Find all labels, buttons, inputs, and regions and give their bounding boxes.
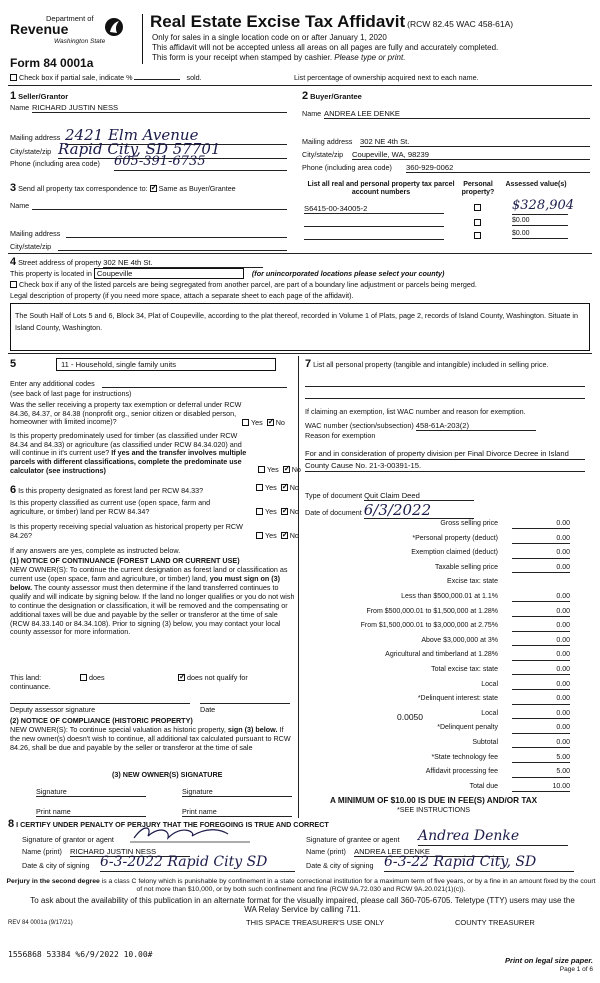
deputy-sig-line[interactable]: [10, 703, 190, 704]
q-exemption-row: [10, 401, 300, 427]
parcel-col-header: List all real and personal property tax parcel account numbers: [307, 181, 455, 197]
doc-date-label: Date of document: [305, 508, 362, 517]
does-label: does: [89, 673, 105, 682]
sec2-title: Buyer/Grantee: [310, 92, 362, 101]
land-qualify-row: [10, 674, 295, 683]
parcel-row-2: [304, 217, 584, 229]
q-historic-row: [10, 523, 300, 540]
wac-label: WAC number (section/subsection): [305, 421, 414, 430]
notice1-text-b: you must sign on (3) below.: [10, 573, 281, 592]
notice2-text-c: If the new owner(s) doesn't wish to continue, all additional tax calculated pursuant to RCW 84.26, shall be due and payable by the seller or transferor at the time of sale: [10, 725, 291, 752]
sec1-title: Seller/Grantor: [18, 92, 69, 101]
deputy-sig-label: Deputy assessor signature: [10, 705, 96, 714]
calc-row: [305, 651, 570, 661]
calc-row-label: *Delinquent interest: state: [417, 695, 498, 703]
yes-label: Yes: [265, 507, 277, 516]
notice1-text-a: NEW OWNER(S): To continue the current designation as forest land or classification as current use (open space, farm and agriculture, or timber) land,: [10, 565, 288, 583]
calc-row-value[interactable]: 0.00: [512, 608, 570, 617]
sec3-mailing-label: Mailing address: [10, 229, 61, 238]
street-label: Street address of property: [18, 258, 102, 267]
no-label: No: [275, 418, 285, 427]
buyer-name-label: Name: [302, 109, 322, 118]
calc-row-value[interactable]: 0.00: [512, 549, 570, 558]
yes-label: Yes: [267, 465, 279, 474]
sec3-num: 3: [10, 182, 17, 194]
land-does-not-checkbox[interactable]: [178, 674, 185, 681]
doc-date-row: [305, 503, 474, 519]
legal-desc-label: Legal description of property (if you need more space, attach a separate sheet to each page of the affidavit).: [10, 291, 354, 300]
dept-line1: Department of: [46, 14, 94, 23]
sec4-located-row: [10, 268, 444, 279]
title-ref: (RCW 82.45 WAC 458-61A): [407, 19, 514, 29]
calc-row-value[interactable]: 0.00: [512, 593, 570, 602]
buyer-mailing-label: Mailing address: [302, 137, 353, 146]
calc-row-label: Agricultural and timberland at 1.28%: [385, 651, 498, 659]
calc-row-value[interactable]: 0.00: [512, 681, 570, 690]
personal-prop-line-2[interactable]: [305, 398, 585, 399]
buyer-phone-label: Phone (including area code): [302, 163, 392, 172]
header-line3a: This form is your receipt when stamped by cashier.: [152, 53, 335, 62]
buyer-mailing-field[interactable]: 302 NE 4th St.: [360, 137, 590, 147]
notice1-title: (1) NOTICE OF CONTINUANCE (FOREST LAND OR CURRENT USE): [10, 556, 240, 565]
current-use-yes-checkbox[interactable]: [256, 508, 263, 515]
calc-row: [305, 608, 570, 618]
parcel-number-field[interactable]: [304, 219, 444, 227]
notice1-text-c: The county assessor must then determine if the land transferred continues to qualify and will indicate by signing below. If the land no longer qualifies or you do not wish to continue the designation or classification, it will be removed and the compensating or additional taxes will be due and payable by the seller or transferor at the time of sale (RCW 84.33.140 or 84.34.108). Prior to signing (3) below, you may contact your local county assessor for more information.: [10, 582, 295, 637]
calc-row-value[interactable]: 0.00: [512, 651, 570, 660]
hr-top: [8, 85, 592, 86]
grantor-date-field[interactable]: 6-3-2022 Rapid City SD: [100, 854, 295, 872]
yes-label: Yes: [265, 483, 277, 492]
additional-codes-label: Enter any additional codes: [10, 379, 95, 388]
exemption-yes-checkbox[interactable]: [242, 419, 249, 426]
use-code-select[interactable]: 11 - Household, single family units: [56, 358, 276, 371]
partial-sale-row: [10, 74, 202, 83]
calc-row-value[interactable]: 0.00: [512, 622, 570, 631]
wac-field[interactable]: 458-61A-203(2): [416, 421, 536, 431]
yes-label: Yes: [251, 418, 263, 427]
location-select[interactable]: Coupeville: [94, 268, 244, 279]
calc-row: [305, 739, 570, 749]
list-pct-label: List percentage of ownership acquired next to each name.: [294, 73, 479, 82]
page-number: Page 1 of 6: [559, 966, 593, 973]
minimum-due-note: A MINIMUM OF $10.00 IS DUE IN FEE(S) AND/OR TAX: [330, 796, 538, 805]
calc-row-label: Excise tax: state: [447, 578, 498, 586]
calc-row-value[interactable]: 0.00: [512, 695, 570, 704]
calc-row-value[interactable]: 0.00: [512, 520, 570, 529]
notice2-title: (2) NOTICE OF COMPLIANCE (HISTORIC PROPERTY): [10, 716, 193, 725]
q-exemption-options: [242, 419, 285, 428]
sec3-city-label: City/state/zip: [10, 242, 52, 251]
seller-name-field[interactable]: RICHARD JUSTIN NESS: [32, 103, 287, 113]
q-current-use-text: Is this property classified as current use (open space, farm and agriculture, or timber) land per RCW 84.34?: [10, 498, 211, 516]
sec1-num: 1: [10, 90, 17, 102]
grantee-name-field[interactable]: ANDREA LEE DENKE: [354, 847, 504, 857]
new-owner-sig-title: (3) NEW OWNER(S) SIGNATURE: [112, 770, 223, 779]
treasurer-use-label: THIS SPACE TREASURER'S USE ONLY: [246, 918, 385, 927]
no-label: No: [289, 483, 299, 492]
calc-row: [305, 695, 570, 705]
calc-row-value[interactable]: 0.00: [512, 564, 570, 573]
calc-row-value[interactable]: 0.00: [512, 666, 570, 675]
grantor-date-label: Date & city of signing: [22, 861, 90, 870]
calc-row-label: Less than $500,000.01 at 1.1%: [401, 593, 498, 600]
calc-row-label: Exemption claimed (deduct): [411, 549, 498, 557]
land-does-not-option: [178, 674, 248, 683]
yes-label: Yes: [265, 531, 277, 540]
no-label: No: [289, 507, 299, 516]
grantor-sig-row: [22, 836, 292, 845]
current-use-no-checkbox[interactable]: [281, 508, 288, 515]
sec3-name-field[interactable]: [32, 209, 287, 210]
grantor-date-row: [22, 854, 302, 871]
parcel-number-field[interactable]: [304, 232, 444, 240]
unincorporated-note: (for unincorporated locations please select your county): [251, 269, 445, 278]
calc-row-label: Total due: [469, 782, 498, 790]
segregated-checkbox[interactable]: [10, 281, 17, 288]
q-timber-options: [258, 466, 301, 475]
parcel-row-1: [304, 198, 584, 214]
calc-row-label: *State technology fee: [431, 753, 498, 761]
buyer-phone-field[interactable]: 360-929-0062: [406, 163, 590, 173]
seller-phone-row: [10, 154, 287, 169]
calc-row: [305, 549, 570, 559]
grantee-sig-label: Signature of grantee or agent: [306, 835, 400, 844]
does-not-label: does not qualify for: [187, 673, 248, 682]
assessed-value-field[interactable]: $328,904: [512, 198, 575, 213]
header-divider: [142, 14, 143, 64]
land-does-checkbox[interactable]: [80, 674, 87, 681]
reason-field[interactable]: For and in consideration of property division per Final Divorce Decree in Island County Cause No. 21-3-00391-15.: [305, 449, 569, 471]
exemption-no-checkbox[interactable]: [267, 419, 274, 426]
additional-codes-field[interactable]: [102, 387, 287, 388]
calc-row-label: Subtotal: [472, 739, 498, 746]
form-title: [150, 12, 513, 32]
hr-sec5: [8, 353, 592, 354]
grantor-name-label: Name (print): [22, 847, 62, 856]
historic-no-checkbox[interactable]: [281, 532, 288, 539]
calc-row: [305, 578, 570, 588]
buyer-phone-row: [302, 164, 590, 173]
deputy-date-line[interactable]: [200, 703, 290, 704]
sec3-label: Send all property tax correspondence to:: [18, 184, 148, 193]
buyer-city-row: [302, 151, 590, 160]
doc-type-label: Type of document: [305, 491, 363, 500]
header-line2: This affidavit will not be accepted unless all areas on all pages are fully and accurately completed.: [152, 43, 499, 52]
sec3-city-row: [10, 243, 287, 252]
calc-row-label: From $1,500,000.01 to $3,000,000 at 2.75%: [360, 622, 498, 630]
no-label: No: [291, 465, 301, 474]
certify-text: I CERTIFY UNDER PENALTY OF PERJURY THAT THE FOREGOING IS TRUE AND CORRECT: [16, 820, 329, 829]
calc-row-label: Local: [481, 709, 498, 717]
dept-line2: Revenue: [10, 21, 69, 37]
parcel-number-field[interactable]: S6415-00-34005-2: [304, 204, 444, 214]
legal-paper-note: Print on legal size paper.: [505, 956, 593, 965]
buyer-name-field[interactable]: ANDREA LEE DENKE: [324, 109, 590, 119]
county-treasurer-label: COUNTY TREASURER: [455, 918, 535, 927]
continuance-label: continuance.: [10, 682, 51, 691]
doc-date-field[interactable]: 6/3/2022: [364, 503, 474, 519]
notice2-text-a: NEW OWNER(S): To continue special valuation as historic property,: [10, 725, 228, 734]
no-label: No: [289, 531, 299, 540]
dor-logo: [8, 14, 128, 56]
parcel-row-3: [304, 230, 584, 242]
q-current-use-options: [256, 508, 299, 517]
section3-row: [10, 182, 236, 195]
partial-sale-label: Check box if partial sale, indicate %: [19, 73, 133, 82]
calc-row-value[interactable]: 0.00: [512, 637, 570, 646]
personal-property-checkbox[interactable]: [474, 232, 481, 239]
grantee-date-row: [306, 854, 591, 871]
see-back-label: (see back of last page for instructions): [10, 389, 132, 398]
seller-city-field[interactable]: Rapid City, SD 57701: [58, 140, 287, 159]
calc-row-value[interactable]: 10.00: [512, 783, 570, 792]
header-line3: [152, 53, 405, 63]
historic-yes-checkbox[interactable]: [256, 532, 263, 539]
sec6-num: 6: [10, 484, 17, 496]
sec4-num: 4: [10, 256, 17, 268]
calc-row-label: Taxable selling price: [434, 563, 498, 571]
q-forest-options: [256, 484, 299, 493]
buyer-name-row: [302, 110, 590, 119]
partial-sale-checkbox[interactable]: [10, 74, 17, 81]
notice2-body: [10, 726, 295, 753]
form-number: Form 84 0001a: [10, 56, 94, 70]
sec7-num: 7: [305, 358, 312, 370]
calc-row: [305, 520, 570, 530]
hr-sec4: [8, 253, 592, 254]
exemption-label: If claiming an exemption, list WAC number and reason for exemption.: [305, 407, 526, 416]
q-timber-text-a: Is this property predominately used for timber (as classified under RCW 84.34 and 84.33) or agriculture (as classified under RCW 84.34.020) and will continue in it's current use?: [10, 431, 242, 458]
calc-row-label: Above $3,000,000 at 3%: [421, 636, 498, 644]
assessed-col-header: Assessed value(s): [505, 181, 567, 188]
calc-row-value[interactable]: 0.00: [512, 535, 570, 544]
same-as-buyer-checkbox[interactable]: [150, 185, 157, 192]
q-timber-text: [10, 432, 250, 475]
reason-line-2: [305, 471, 585, 472]
alt-format-note: To ask about the availability of this publication in an alternate format for the visually impaired, please call 360-705-6705. Teletype (TTY) users may use the WA Relay Service by calling 711.: [30, 896, 575, 915]
calc-row-label: Affidavit processing fee: [425, 768, 498, 776]
personal-property-checkbox[interactable]: [474, 204, 481, 211]
buyer-mailing-row: [302, 138, 590, 147]
calc-row: [305, 754, 570, 764]
header-line3b: Please type or print.: [334, 53, 406, 62]
personal-col-header: Personal property?: [461, 181, 495, 197]
calc-row-label: Total excise tax: state: [431, 666, 498, 673]
calc-row-label: Local: [481, 680, 498, 688]
q-historic-options: [256, 532, 299, 541]
calc-row: [305, 783, 570, 793]
title-text: Real Estate Excise Tax Affidavit: [150, 12, 406, 31]
calc-row: [305, 622, 570, 632]
timber-yes-checkbox[interactable]: [258, 466, 265, 473]
grantor-signature[interactable]: [130, 822, 250, 844]
q-historic-text: Is this property receiving special valuation as historical property per RCW 84.26?: [10, 522, 243, 540]
column-divider: [298, 356, 299, 818]
if-any-label: If any answers are yes, complete as instructed below.: [10, 546, 181, 555]
sec7-header: [305, 358, 585, 371]
header-line1: Only for sales in a single location code on or after January 1, 2020: [152, 33, 387, 42]
deputy-date-label: Date: [200, 705, 216, 714]
additional-codes-row: [10, 380, 290, 389]
revision-label: REV 84 0001a (9/17/21): [8, 920, 73, 926]
calc-row: [305, 637, 570, 647]
perjury-notice: [6, 878, 596, 894]
owner-print-label-2: Print name: [182, 807, 217, 816]
calc-row-value[interactable]: 5.00: [512, 768, 570, 777]
timber-no-checkbox[interactable]: [283, 466, 290, 473]
assessed-value-field[interactable]: $0.00: [512, 217, 568, 226]
q-timber-row: [10, 432, 300, 475]
segregated-row: [10, 281, 477, 290]
dept-line3: Washington State: [54, 38, 106, 45]
owner-sig-label-1: Signature: [36, 787, 67, 796]
calc-row-value[interactable]: 0.00: [512, 739, 570, 748]
land-does-option: [80, 674, 105, 683]
calc-row: [305, 564, 570, 574]
calc-row: [305, 681, 570, 691]
q-timber-text-b: If yes and the transfer involves multiple parcels with different classifications, complete the predominate use calculator (see instructions): [10, 448, 247, 475]
sec7-label: List all personal property (tangible and intangible) included in selling price.: [313, 360, 549, 369]
cashier-stamp: 1556868 53384 %6/9/2022 10.00#: [8, 950, 153, 959]
sec8-num: 8: [8, 818, 15, 830]
seller-phone-label: Phone (including area code): [10, 159, 100, 168]
q-forest-text: Is this property designated as forest land per RCW 84.33?: [18, 486, 204, 495]
sec3-name-row: [10, 202, 287, 211]
street-field[interactable]: 302 NE 4th St.: [103, 258, 263, 268]
q-forest-row: [10, 484, 300, 497]
calc-row-label: From $500,000.01 to $1,500,000 at 1.28%: [366, 607, 498, 615]
owner-print-label-1: Print name: [36, 807, 71, 816]
personal-prop-line-1[interactable]: [305, 386, 585, 387]
sec3-city-field[interactable]: [58, 250, 287, 251]
grantee-date-field[interactable]: 6-3-22 Rapid City, SD: [384, 854, 574, 872]
calc-row-label: *Delinquent penalty: [437, 724, 498, 732]
notice1-body: [10, 566, 295, 637]
seller-heading: [10, 90, 68, 103]
sec3-mailing-field[interactable]: [66, 237, 287, 238]
q-exemption-text: Was the seller receiving a property tax exemption or deferral under RCW 84.36, 84.37, or 84.38 (nonprofit org., senior citizen or disabled person, homeowner with limited income)?: [10, 400, 242, 427]
personal-property-checkbox[interactable]: [474, 219, 481, 226]
seller-phone-field[interactable]: 605-391-6735: [114, 154, 287, 171]
segregated-label: Check box if any of the listed parcels are being segregated from another parcel, are part of a boundary line adjustment or parcels being merged.: [19, 280, 477, 289]
grantee-sig-row: [306, 828, 591, 845]
calc-row-value[interactable]: 5.00: [512, 754, 570, 763]
grantor-sig-label: Signature of grantor or agent: [22, 835, 114, 844]
sold-label: sold.: [186, 73, 202, 82]
q-current-use-row: [10, 499, 300, 516]
reason-label: Reason for exemption: [305, 431, 376, 440]
grantee-signature[interactable]: Andrea Denke: [418, 828, 568, 846]
buyer-city-field[interactable]: Coupeville, WA, 98239: [352, 150, 590, 160]
sec3-name-label: Name: [10, 201, 30, 210]
notice2-text-b: sign (3) below.: [227, 725, 278, 734]
grantee-date-label: Date & city of signing: [306, 861, 374, 870]
calc-row: [305, 768, 570, 778]
grantor-name-field[interactable]: RICHARD JUSTIN NESS: [70, 847, 190, 857]
calc-row: [305, 535, 570, 545]
forest-yes-checkbox[interactable]: [256, 484, 263, 491]
land-label: This land:: [10, 673, 42, 682]
partial-pct-field[interactable]: [134, 79, 180, 80]
calc-row: [305, 724, 570, 734]
calc-row: [305, 710, 570, 720]
assessed-value-field[interactable]: $0.00: [512, 230, 568, 239]
legal-description-field[interactable]: The South Half of Lots 5 and 6, Block 34, Plat of Coupeville, according to the plat thereof, recorded in Volume 1 of Plats, page 2, records of Island County, Washington. Situate in Island County, Washington.: [10, 303, 590, 351]
forest-no-checkbox[interactable]: [281, 484, 288, 491]
sec3-mailing-row: [10, 230, 287, 239]
grantee-name-label: Name (print): [306, 847, 346, 856]
doc-type-row: [305, 491, 474, 501]
doc-type-field[interactable]: Quit Claim Deed: [364, 491, 474, 501]
see-instructions-note: *SEE INSTRUCTIONS: [397, 805, 471, 814]
local-rate: 0.0050: [397, 712, 423, 722]
buyer-city-label: City/state/zip: [302, 150, 344, 159]
sec5-num: 5: [10, 358, 17, 370]
calc-row-value[interactable]: 0.00: [512, 710, 570, 719]
seller-mailing-label: Mailing address: [10, 133, 61, 142]
seller-mailing-field[interactable]: 2421 Elm Avenue: [65, 126, 287, 145]
calc-row-label: *Personal property (deduct): [412, 534, 498, 542]
owner-sig-label-2: Signature: [182, 787, 213, 796]
calc-row: [305, 593, 570, 603]
calc-row-label: Gross selling price: [440, 520, 498, 527]
sec2-num: 2: [302, 90, 309, 102]
seller-city-label: City/state/zip: [10, 147, 52, 156]
located-label: This property is located in: [10, 269, 92, 278]
seller-name-row: [10, 104, 287, 113]
seller-name-label: Name: [10, 103, 30, 112]
perjury-bold: Perjury in the second degree: [6, 878, 100, 885]
wac-row: [305, 421, 536, 431]
same-as-buyer-label: Same as Buyer/Grantee: [158, 184, 236, 193]
dor-emblem-icon: [104, 16, 124, 38]
calc-row-value[interactable]: 0.00: [512, 724, 570, 733]
buyer-heading: [302, 90, 362, 103]
calc-row: [305, 666, 570, 676]
perjury-text: is a class C felony which is punishable by confinement in a state correctional institution for a maximum term of five years, or by a fine in an amount fixed by the court of not more than $10,000, or by both such confinement and fine (RCW 9A.72.030 and RCW 9A.20.021(1)(c)).: [99, 878, 596, 894]
reason-line-1: [305, 459, 585, 460]
